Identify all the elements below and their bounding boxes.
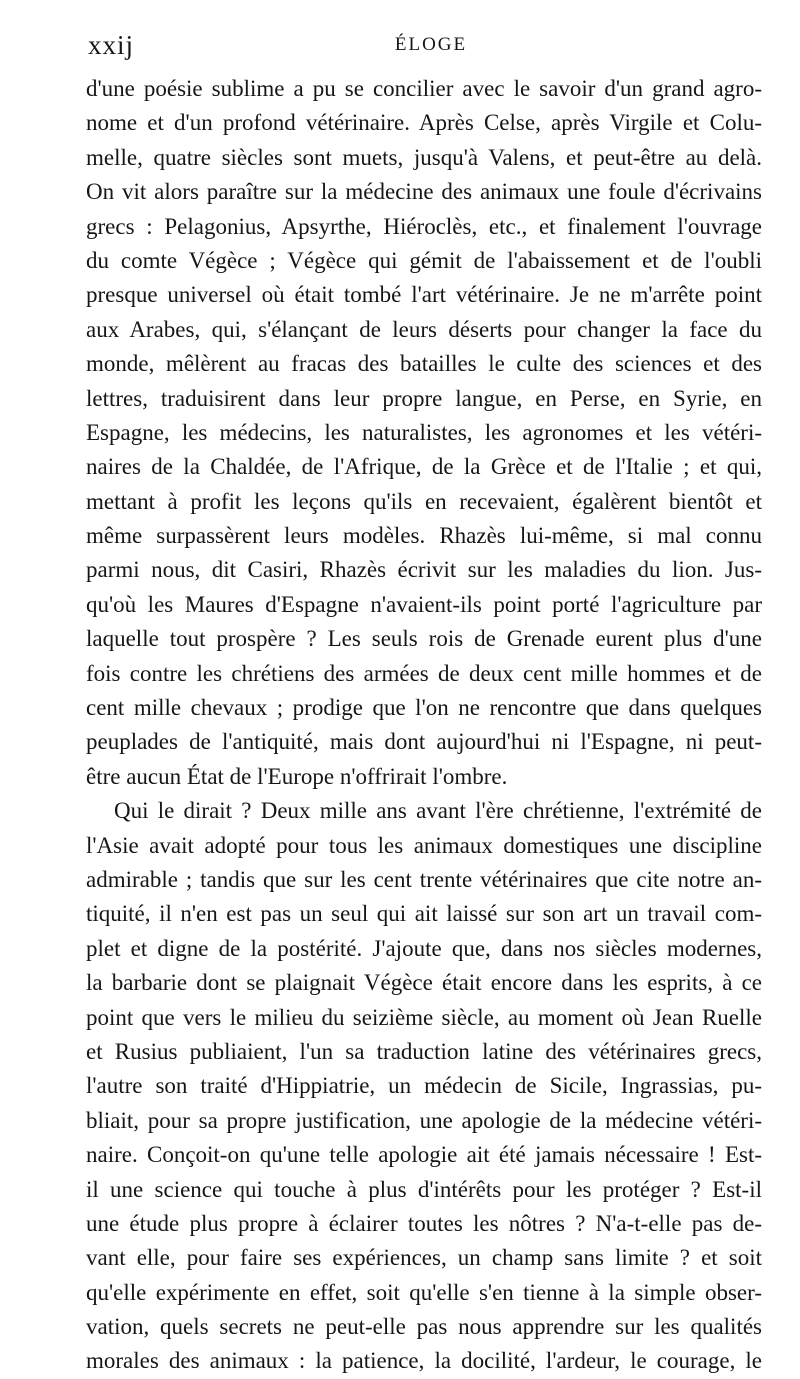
text-line: une étude plus propre à éclairer toutes les nôtres ? N'a-t-elle pas de- <box>86 1210 762 1236</box>
body-text <box>86 72 762 1379</box>
text-line: On vit alors paraître sur la médecine des animaux une foule d'écrivains <box>86 179 762 205</box>
page-header <box>88 30 774 60</box>
text-line: plet et digne de la postérité. J'ajoute que, dans nos siècles modernes, <box>86 935 762 961</box>
text-line: admirable ; tandis que sur les cent trente vétérinaires que cite notre an- <box>86 866 762 892</box>
text-line: et Rusius publiaient, l'un sa traduction latine des vétérinaires grecs, <box>86 1038 762 1064</box>
text-line: l'autre son traité d'Hippiatrie, un médecin de Sicile, Ingrassias, pu- <box>86 1073 762 1099</box>
text-line: bliait, pour sa propre justification, une apologie de la médecine vétéri- <box>86 1107 762 1133</box>
text-line: naire. Conçoit-on qu'une telle apologie ait été jamais nécessaire ! Est- <box>86 1142 762 1168</box>
text-line: monde, mêlèrent au fracas des batailles le culte des sciences et des <box>86 351 762 377</box>
text-line: l'Asie avait adopté pour tous les animaux domestiques une discipline <box>86 832 762 858</box>
text-line: mettant à profit les leçons qu'ils en recevaient, égalèrent bientôt et <box>86 488 762 514</box>
text-line: aux Arabes, qui, s'élançant de leurs déserts pour changer la face du <box>86 316 762 342</box>
text-line: Qui le dirait ? Deux mille ans avant l'ère chrétienne, l'extrémité de <box>114 798 762 824</box>
text-line: point que vers le milieu du seizième siècle, au moment où Jean Ruelle <box>86 1004 762 1030</box>
text-line: Espagne, les médecins, les naturalistes, les agronomes et les vétéri- <box>86 419 762 445</box>
text-line: cent mille chevaux ; prodige que l'on ne rencontre que dans quelques <box>86 695 762 721</box>
text-line: laquelle tout prospère ? Les seuls rois de Grenade eurent plus d'une <box>86 626 762 652</box>
text-line: qu'elle expérimente en effet, soit qu'elle s'en tienne à la simple obser- <box>86 1279 762 1305</box>
text-line: lettres, traduisirent dans leur propre langue, en Perse, en Syrie, en <box>86 385 762 411</box>
text-line: d'une poésie sublime a pu se concilier avec le savoir d'un grand agro- <box>86 76 762 101</box>
text-line: être aucun État de l'Europe n'offrirait l'ombre. <box>86 763 508 789</box>
text-line: morales des animaux : la patience, la docilité, l'ardeur, le courage, le <box>86 1348 762 1374</box>
page-number: xxij <box>88 30 135 60</box>
text-line: du comte Végèce ; Végèce qui gémit de l'abaissement et de l'oubli <box>86 247 762 273</box>
text-line: peuplades de l'antiquité, mais dont aujourd'hui ni l'Espagne, ni peut- <box>86 729 762 755</box>
text-line: naires de la Chaldée, de l'Afrique, de la Grèce et de l'Italie ; et qui, <box>86 454 762 480</box>
text-line: vation, quels secrets ne peut-elle pas nous apprendre sur les qualités <box>86 1314 762 1340</box>
text-line: parmi nous, dit Casiri, Rhazès écrivit sur les maladies du lion. Jus- <box>86 557 762 583</box>
text-line: vant elle, pour faire ses expériences, un champ sans limite ? et soit <box>86 1245 762 1271</box>
running-head: ÉLOGE <box>394 34 468 55</box>
text-line: nome et d'un profond vétérinaire. Après Celse, après Virgile et Colu- <box>86 110 762 136</box>
text-line: tiquité, il n'en est pas un seul qui ait laissé sur son art un travail com- <box>86 901 762 927</box>
text-line: qu'où les Maures d'Espagne n'avaient-ils point porté l'agriculture par <box>86 591 762 617</box>
text-line: fois contre les chrétiens des armées de deux cent mille hommes et de <box>86 660 762 686</box>
text-line: grecs : Pelagonius, Apsyrthe, Hiéroclès, etc., et finalement l'ouvrage <box>86 213 762 239</box>
text-line: melle, quatre siècles sont muets, jusqu'à Valens, et peut-être au delà. <box>86 144 762 170</box>
text-line: la barbarie dont se plaignait Végèce était encore dans les esprits, à ce <box>86 970 762 996</box>
text-line: il une science qui touche à plus d'intérêts pour les protéger ? Est-il <box>86 1176 762 1202</box>
text-line: presque universel où était tombé l'art vétérinaire. Je ne m'arrête point <box>86 282 762 308</box>
text-line: même surpassèrent leurs modèles. Rhazès lui-même, si mal connu <box>86 523 762 549</box>
